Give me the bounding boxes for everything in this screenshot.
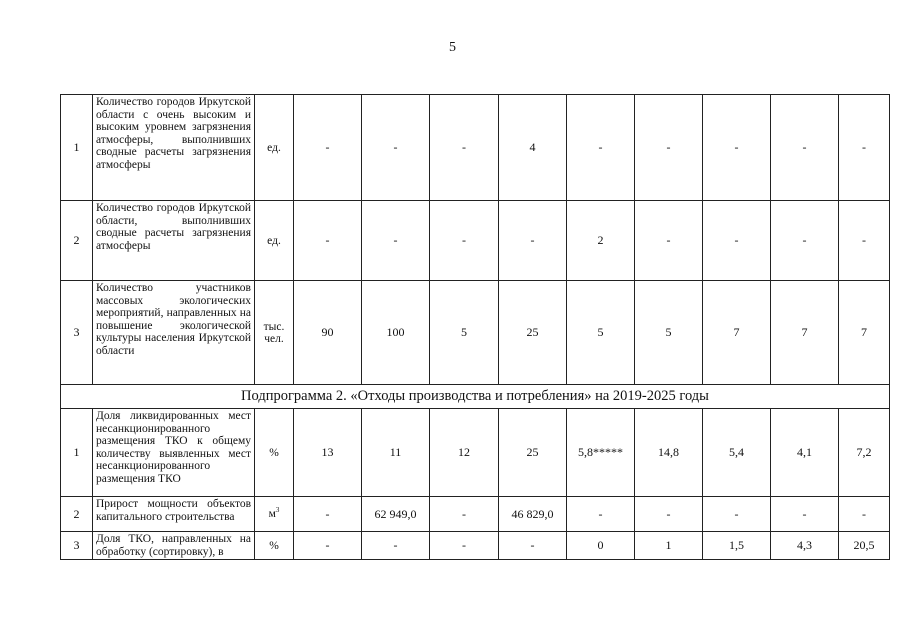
value-cell: -: [430, 201, 499, 281]
value-cell: -: [294, 95, 362, 201]
value-cell: 20,5: [839, 532, 890, 560]
value-cell: 7,2: [839, 409, 890, 497]
value-cell: -: [294, 497, 362, 532]
value-cell: 7: [771, 281, 839, 385]
value-cell: -: [294, 201, 362, 281]
row-number: 3: [61, 281, 93, 385]
row-number: 1: [61, 409, 93, 497]
unit-cell: %: [255, 532, 294, 560]
subprogram-row: [61, 385, 890, 409]
value-cell: -: [362, 201, 430, 281]
value-cell: 1: [635, 532, 703, 560]
value-cell: -: [567, 95, 635, 201]
value-cell: -: [567, 497, 635, 532]
value-cell: 5: [567, 281, 635, 385]
indicator-description: Доля ТКО, направленных на обработку (сортировку), в: [93, 532, 255, 560]
value-cell: 0: [567, 532, 635, 560]
value-cell: -: [430, 532, 499, 560]
indicator-description: Количество участников массовых экологических мероприятий, направленных на повышение экологической культуры населения Иркутской области: [93, 281, 255, 385]
value-cell: 90: [294, 281, 362, 385]
value-cell: -: [703, 201, 771, 281]
unit-cell: ед.: [255, 95, 294, 201]
indicator-description: Количество городов Иркутской области, выполнивших сводные расчеты загрязнения атмосферы: [93, 201, 255, 281]
indicator-description: Доля ликвидированных мест несанкционированного размещения ТКО к общему количеству выявленных мест несанкционированного размещения ТКО: [93, 409, 255, 497]
value-cell: -: [635, 201, 703, 281]
subprogram-title: Подпрограмма 2. «Отходы производства и потребления» на 2019-2025 годы: [61, 385, 890, 409]
table-row: [61, 95, 890, 201]
value-cell: 5,8*****: [567, 409, 635, 497]
row-number: 3: [61, 532, 93, 560]
value-cell: -: [703, 497, 771, 532]
unit-text: м: [268, 508, 276, 520]
value-cell: 5,4: [703, 409, 771, 497]
value-cell: -: [635, 497, 703, 532]
value-cell: 46 829,0: [499, 497, 567, 532]
value-cell: 2: [567, 201, 635, 281]
table-row: [61, 497, 890, 532]
value-cell: -: [499, 201, 567, 281]
value-cell: -: [430, 497, 499, 532]
unit-superscript: 3: [275, 506, 280, 515]
value-cell: 14,8: [635, 409, 703, 497]
value-cell: -: [362, 95, 430, 201]
value-cell: -: [635, 95, 703, 201]
value-cell: -: [839, 95, 890, 201]
row-number: 1: [61, 95, 93, 201]
value-cell: -: [771, 95, 839, 201]
value-cell: -: [430, 95, 499, 201]
page-number: 5: [449, 40, 456, 55]
value-cell: 7: [839, 281, 890, 385]
value-cell: 4,1: [771, 409, 839, 497]
value-cell: -: [839, 497, 890, 532]
table-row: [61, 281, 890, 385]
value-cell: -: [703, 95, 771, 201]
table-row: [61, 201, 890, 281]
unit-cell: ед.: [255, 201, 294, 281]
indicators-table: [60, 94, 890, 560]
value-cell: 25: [499, 409, 567, 497]
value-cell: -: [499, 532, 567, 560]
value-cell: -: [294, 532, 362, 560]
value-cell: 13: [294, 409, 362, 497]
value-cell: -: [771, 201, 839, 281]
value-cell: 25: [499, 281, 567, 385]
table-row: [61, 409, 890, 497]
value-cell: 7: [703, 281, 771, 385]
value-cell: -: [839, 201, 890, 281]
unit-cell: тыс. чел.: [255, 281, 294, 385]
value-cell: 62 949,0: [362, 497, 430, 532]
table-row: [61, 532, 890, 560]
row-number: 2: [61, 201, 93, 281]
value-cell: 5: [635, 281, 703, 385]
unit-cell: [255, 497, 294, 532]
value-cell: 11: [362, 409, 430, 497]
unit-cell: %: [255, 409, 294, 497]
value-cell: 1,5: [703, 532, 771, 560]
value-cell: 100: [362, 281, 430, 385]
value-cell: 5: [430, 281, 499, 385]
indicator-description: Прирост мощности объектов капитального строительства: [93, 497, 255, 532]
value-cell: 4: [499, 95, 567, 201]
row-number: 2: [61, 497, 93, 532]
value-cell: 12: [430, 409, 499, 497]
value-cell: -: [771, 497, 839, 532]
indicator-description: Количество городов Иркутской области с очень высоким и высоким уровнем загрязнения атмосферы, выполнивших сводные расчеты загрязнения атмосферы: [93, 95, 255, 201]
value-cell: 4,3: [771, 532, 839, 560]
value-cell: -: [362, 532, 430, 560]
